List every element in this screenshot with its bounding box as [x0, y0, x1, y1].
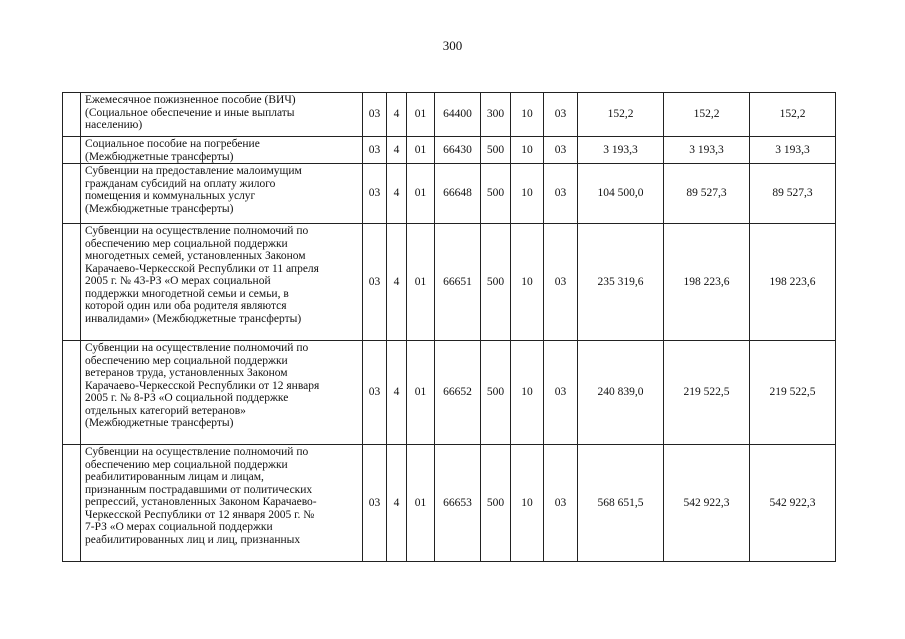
description-line: 2005 г. № 8-РЗ «О социальной поддержке — [85, 392, 289, 404]
expense-type-code: 300 — [481, 93, 511, 137]
amount-year-1: 152,2 — [578, 93, 664, 137]
description-line: обеспечению мер социальной поддержки — [85, 458, 288, 471]
description-cell — [81, 164, 363, 224]
description-line: (Межбюджетные трансферты) — [85, 417, 234, 429]
description-line: Социальное пособие на погребение — [85, 138, 260, 150]
chapter-code: 10 — [511, 164, 544, 224]
chapter-code: 10 — [511, 224, 544, 341]
description-line: реабилитированным лицам и лицам, — [85, 471, 264, 483]
description-line: Ежемесячное пожизненное пособие (ВИЧ) — [85, 94, 296, 106]
section-code: 03 — [363, 445, 387, 562]
chapter-code: 10 — [511, 341, 544, 445]
target-code: 64400 — [435, 93, 481, 137]
description-line: Субвенции на осуществление полномочий по — [85, 342, 309, 354]
description-cell — [81, 93, 363, 137]
table-body — [63, 93, 836, 562]
target-code: 66652 — [435, 341, 481, 445]
program-code: 01 — [407, 137, 435, 164]
description-line: (Социальное обеспечение и иные выплаты — [85, 106, 295, 119]
subsection-code: 4 — [387, 137, 407, 164]
page-number: 300 — [442, 38, 463, 53]
amount-year-3: 3 193,3 — [750, 137, 836, 164]
description-line: поддержки многодетной семьи и семьи, в — [85, 287, 289, 300]
description-line: (Межбюджетные трансферты) — [85, 150, 234, 163]
row-margin-cell — [63, 341, 81, 445]
description-cell — [81, 341, 363, 445]
section-code: 03 — [363, 164, 387, 224]
program-code: 01 — [407, 224, 435, 341]
budget-table — [62, 92, 836, 562]
description-line: Черкесской Республики от 12 января 2005 г. № — [85, 508, 315, 521]
description-line: обеспечению мер социальной поддержки — [85, 237, 288, 250]
subchapter-code: 03 — [544, 341, 578, 445]
amount-year-3: 542 922,3 — [750, 445, 836, 562]
description-cell — [81, 137, 363, 164]
expense-type-code: 500 — [481, 445, 511, 562]
subchapter-code: 03 — [544, 164, 578, 224]
description-line: признанным пострадавшими от политических — [85, 483, 313, 496]
section-code: 03 — [363, 224, 387, 341]
amount-year-3: 219 522,5 — [750, 341, 836, 445]
program-code: 01 — [407, 445, 435, 562]
subchapter-code: 03 — [544, 93, 578, 137]
description-cell — [81, 224, 363, 341]
section-code: 03 — [363, 341, 387, 445]
amount-year-2: 542 922,3 — [664, 445, 750, 562]
subsection-code: 4 — [387, 341, 407, 445]
description-line: Карачаево-Черкесской Республики от 11 апреля — [85, 262, 319, 275]
expense-type-code: 500 — [481, 341, 511, 445]
target-code: 66430 — [435, 137, 481, 164]
amount-year-2: 219 522,5 — [664, 341, 750, 445]
table-row — [63, 341, 836, 445]
amount-year-1: 3 193,3 — [578, 137, 664, 164]
description-line: (Межбюджетные трансферты) — [85, 202, 234, 215]
subchapter-code: 03 — [544, 445, 578, 562]
amount-year-1: 104 500,0 — [578, 164, 664, 224]
description-line: ветеранов труда, установленных Законом — [85, 367, 288, 379]
description-cell — [81, 445, 363, 562]
description-line: обеспечению мер социальной поддержки — [85, 354, 288, 367]
amount-year-2: 198 223,6 — [664, 224, 750, 341]
description-line: отдельных категорий ветеранов» — [85, 404, 246, 417]
amount-year-3: 89 527,3 — [750, 164, 836, 224]
target-code: 66651 — [435, 224, 481, 341]
description-line: населению) — [85, 119, 143, 131]
chapter-code: 10 — [511, 93, 544, 137]
chapter-code: 10 — [511, 445, 544, 562]
description-line: Субвенции на предоставление малоимущим — [85, 165, 302, 177]
target-code: 66653 — [435, 445, 481, 562]
subsection-code: 4 — [387, 164, 407, 224]
amount-year-2: 89 527,3 — [664, 164, 750, 224]
description-line: репрессий, установленных Законом Карачаево- — [85, 496, 317, 508]
target-code: 66648 — [435, 164, 481, 224]
description-line: 7-РЗ «О мерах социальной поддержки — [85, 521, 273, 533]
section-code: 03 — [363, 93, 387, 137]
row-margin-cell — [63, 93, 81, 137]
subchapter-code: 03 — [544, 137, 578, 164]
section-code: 03 — [363, 137, 387, 164]
program-code: 01 — [407, 341, 435, 445]
amount-year-3: 198 223,6 — [750, 224, 836, 341]
table-row — [63, 164, 836, 224]
row-margin-cell — [63, 224, 81, 341]
description-line: 2005 г. № 43-РЗ «О мерах социальной — [85, 275, 271, 287]
table-row — [63, 224, 836, 341]
description-line: которой один или оба родителя являются — [85, 300, 287, 312]
subchapter-code: 03 — [544, 224, 578, 341]
chapter-code: 10 — [511, 137, 544, 164]
amount-year-1: 568 651,5 — [578, 445, 664, 562]
description-line: многодетных семей, установленных Законом — [85, 250, 306, 262]
amount-year-1: 235 319,6 — [578, 224, 664, 341]
amount-year-2: 3 193,3 — [664, 137, 750, 164]
row-margin-cell — [63, 445, 81, 562]
program-code: 01 — [407, 93, 435, 137]
description-line: Субвенции на осуществление полномочий по — [85, 446, 309, 458]
expense-type-code: 500 — [481, 137, 511, 164]
amount-year-1: 240 839,0 — [578, 341, 664, 445]
table-row — [63, 93, 836, 137]
program-code: 01 — [407, 164, 435, 224]
description-line: инвалидами» (Межбюджетные трансферты) — [85, 312, 302, 325]
row-margin-cell — [63, 137, 81, 164]
table-row — [63, 137, 836, 164]
description-line: помещения и коммунальных услуг — [85, 190, 256, 202]
amount-year-2: 152,2 — [664, 93, 750, 137]
subsection-code: 4 — [387, 224, 407, 341]
amount-year-3: 152,2 — [750, 93, 836, 137]
expense-type-code: 500 — [481, 224, 511, 341]
subsection-code: 4 — [387, 445, 407, 562]
expense-type-code: 500 — [481, 164, 511, 224]
table-row — [63, 445, 836, 562]
subsection-code: 4 — [387, 93, 407, 137]
description-line: Карачаево-Черкесской Республики от 12 января — [85, 379, 320, 392]
description-line: Субвенции на осуществление полномочий по — [85, 225, 309, 237]
description-line: гражданам субсидий на оплату жилого — [85, 177, 276, 190]
row-margin-cell — [63, 164, 81, 224]
description-line: реабилитированных лиц и лиц, признанных — [85, 533, 301, 546]
